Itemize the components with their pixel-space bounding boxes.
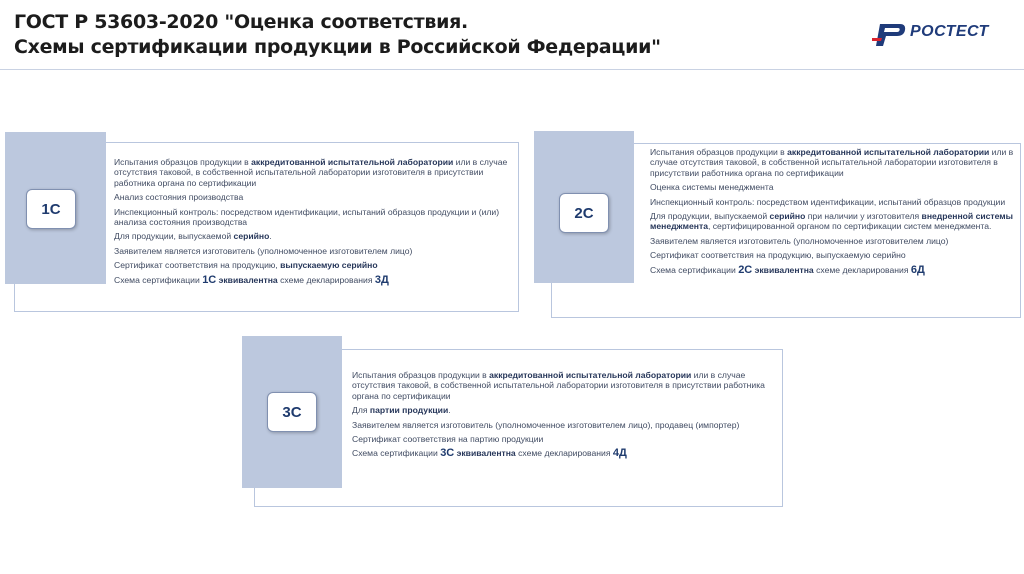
c2-applicant: Заявителем является изготовитель (уполномоченное изготовителем лицо)	[650, 235, 949, 246]
title-line-1: ГОСТ Р 53603-2020 "Оценка соответствия.	[14, 11, 468, 33]
scheme-badge-3c: 3С	[267, 392, 317, 432]
c3-certificate: Сертификат соответствия на партию продукции	[352, 434, 544, 445]
c3-applicant: Заявителем является изготовитель (уполномоченное изготовителем лицо), продавец (импортер)	[352, 419, 740, 430]
c2-management-assessment: Оценка системы менеджмента	[650, 182, 774, 193]
c3-equivalence: Схема сертификации 3С эквивалентна схеме декларирования 4Д	[352, 447, 627, 460]
card-3c-text	[352, 370, 776, 463]
card-1c-text	[114, 157, 512, 289]
c1-serial: Для продукции, выпускаемой серийно.	[114, 231, 272, 242]
c1-applicant: Заявителем является изготовитель (уполномоченное изготовителем лицо)	[114, 245, 413, 256]
header-divider	[0, 69, 1024, 70]
c2-inspection: Инспекционный контроль: посредством идентификации, испытаний образцов продукции	[650, 196, 1006, 207]
c3-tests: Испытания образцов продукции в аккредитованной испытательной лаборатории или в случае отсутствия таковой, в собственной испытательной лаборатории изготовителя в присутствии работника органа по сертификации	[352, 370, 765, 401]
c1-certificate: Сертификат соответствия на продукцию, выпускаемую серийно	[114, 260, 378, 271]
scheme-badge-1c: 1С	[26, 189, 76, 229]
page-title	[14, 10, 734, 60]
scheme-badge-2c: 2С	[559, 193, 609, 233]
rostest-logo-icon	[872, 18, 908, 52]
rostest-logo	[872, 18, 1012, 52]
c2-tests: Испытания образцов продукции в аккредитованной испытательной лаборатории или в случае отсутствия таковой, в собственной испытательной лаборатории изготовителя в присутствии работника органа по сертификации	[650, 147, 1014, 178]
title-line-2: Схемы сертификации продукции в Российской Федерации"	[14, 36, 661, 58]
c1-production-analysis: Анализ состояния производства	[114, 192, 244, 203]
c2-certificate: Сертификат соответствия на продукцию, выпускаемую серийно	[650, 250, 906, 261]
card-2c-text	[650, 147, 1014, 279]
c1-equivalence: Схема сертификации 1С эквивалентна схеме декларирования 3Д	[114, 273, 389, 286]
c2-equivalence: Схема сертификации 2С эквивалентна схеме декларирования 6Д	[650, 263, 925, 276]
c2-serial: Для продукции, выпускаемой серийно при наличии у изготовителя внедренной системы менеджмента, сертифицированной органом по сертификации систем менеджмента.	[650, 211, 1013, 232]
c1-tests: Испытания образцов продукции в аккредитованной испытательной лаборатории или в случае отсутствия таковой, в собственной испытательной лаборатории изготовителя в присутствии работника органа по сертификации	[114, 157, 508, 188]
c3-batch: Для партии продукции.	[352, 405, 451, 416]
logo-text: РОСТЕСТ	[910, 23, 989, 40]
c1-inspection: Инспекционный контроль: посредством идентификации, испытаний образцов продукции и (или) анализа состояния производства	[114, 206, 500, 228]
